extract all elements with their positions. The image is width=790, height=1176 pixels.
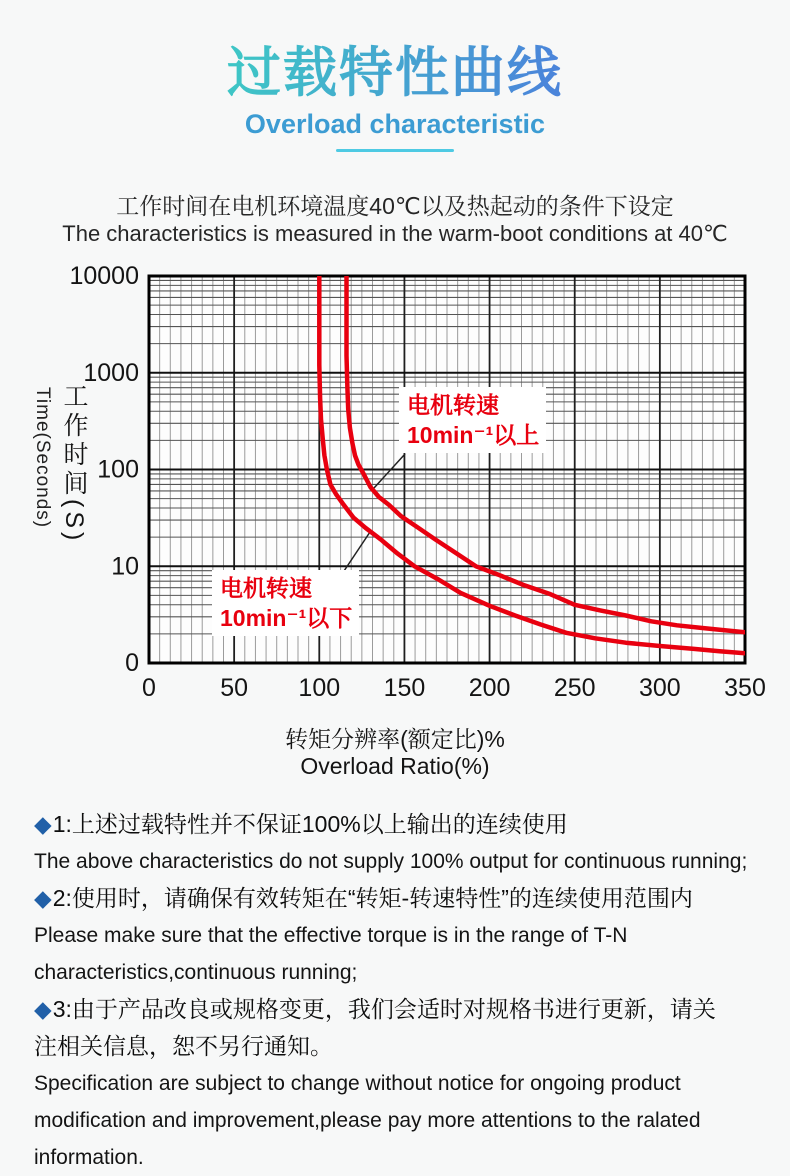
x-axis-title-en: Overload Ratio(%) bbox=[300, 753, 490, 779]
y-tick-label: 10 bbox=[111, 552, 139, 581]
condition-en: The characteristics is measured in the warm-boot conditions at 40℃ bbox=[62, 221, 728, 246]
page-title: 过载特性曲线 bbox=[227, 30, 563, 107]
x-tick-label: 200 bbox=[468, 674, 511, 702]
y-tick-label: 100 bbox=[97, 455, 139, 484]
note-1-en: The above characteristics do not supply 100% output for continuous running; bbox=[34, 850, 748, 873]
annotation-label-line: 10min⁻¹以上 bbox=[407, 422, 540, 448]
annotation-label-line: 电机转速 bbox=[407, 392, 499, 418]
x-tick-label: 100 bbox=[298, 674, 341, 702]
annotation-label-line: 10min⁻¹以下 bbox=[220, 605, 353, 631]
annotation-label-2 bbox=[212, 570, 359, 636]
diamond-icon: ◆ bbox=[34, 885, 52, 911]
note-3-en-line-3: information. bbox=[34, 1146, 144, 1169]
page-subtitle: Overload characteristic bbox=[244, 109, 546, 139]
note-3-zh-line-1 bbox=[34, 991, 762, 1028]
note-3-en-line-1: Specification are subject to change without notice for ongoing product bbox=[34, 1072, 681, 1095]
note-2-en-line-1: Please make sure that the effective torque is in the range of T-N bbox=[34, 924, 628, 947]
note-2-zh bbox=[34, 880, 762, 917]
note-3-zh-text: 由于产品改良或规格变更，我们会适时对规格书进行更新，请关 bbox=[71, 996, 716, 1022]
y-tick-label: 1000 bbox=[83, 358, 139, 387]
y-tick-label: 0 bbox=[125, 649, 139, 677]
diamond-icon: ◆ bbox=[34, 811, 52, 837]
header bbox=[0, 0, 790, 248]
note-1-num: 1: bbox=[52, 811, 72, 837]
note-2-zh-text: 使用时，请确保有效转矩在“转矩-转速特性”的连续使用范围内 bbox=[71, 885, 693, 911]
annotation-label-line: 电机转速 bbox=[220, 575, 312, 601]
y-axis-title-zh: 工作时间(S) bbox=[60, 383, 88, 545]
y-axis-title-en: Time(Seconds) bbox=[32, 387, 53, 529]
overload-chart bbox=[0, 261, 790, 786]
x-tick-label: 350 bbox=[724, 674, 766, 702]
note-1-zh-text: 上述过载特性并不保证100%以上输出的连续使用 bbox=[71, 811, 568, 837]
note-2-num: 2: bbox=[52, 885, 72, 911]
x-tick-label: 150 bbox=[383, 674, 426, 702]
condition-zh: 工作时间在电机环境温度40℃以及热起动的条件下设定 bbox=[116, 193, 674, 219]
note-3-num: 3: bbox=[52, 996, 72, 1022]
x-tick-label: 50 bbox=[220, 674, 249, 702]
overload-chart-svg bbox=[0, 261, 790, 786]
x-tick-label: 300 bbox=[638, 674, 681, 702]
note-1-zh bbox=[34, 806, 762, 843]
x-tick-label: 250 bbox=[553, 674, 596, 702]
x-axis-title-zh: 转矩分辨率(额定比)% bbox=[285, 726, 505, 752]
condition-block bbox=[0, 192, 790, 248]
note-3-zh-line-2: 注相关信息，恕不另行通知。 bbox=[34, 1033, 333, 1059]
note-3-en-line-2: modification and improvement,please pay more attentions to the ralated bbox=[34, 1109, 701, 1132]
title-underline bbox=[336, 149, 454, 152]
diamond-icon: ◆ bbox=[34, 996, 52, 1022]
notes-section bbox=[0, 786, 790, 1176]
note-2-en-line-2: characteristics,continuous running; bbox=[34, 961, 358, 984]
annotation-label-1 bbox=[399, 387, 546, 453]
y-tick-label: 10000 bbox=[69, 262, 139, 290]
x-tick-label: 0 bbox=[142, 674, 156, 702]
